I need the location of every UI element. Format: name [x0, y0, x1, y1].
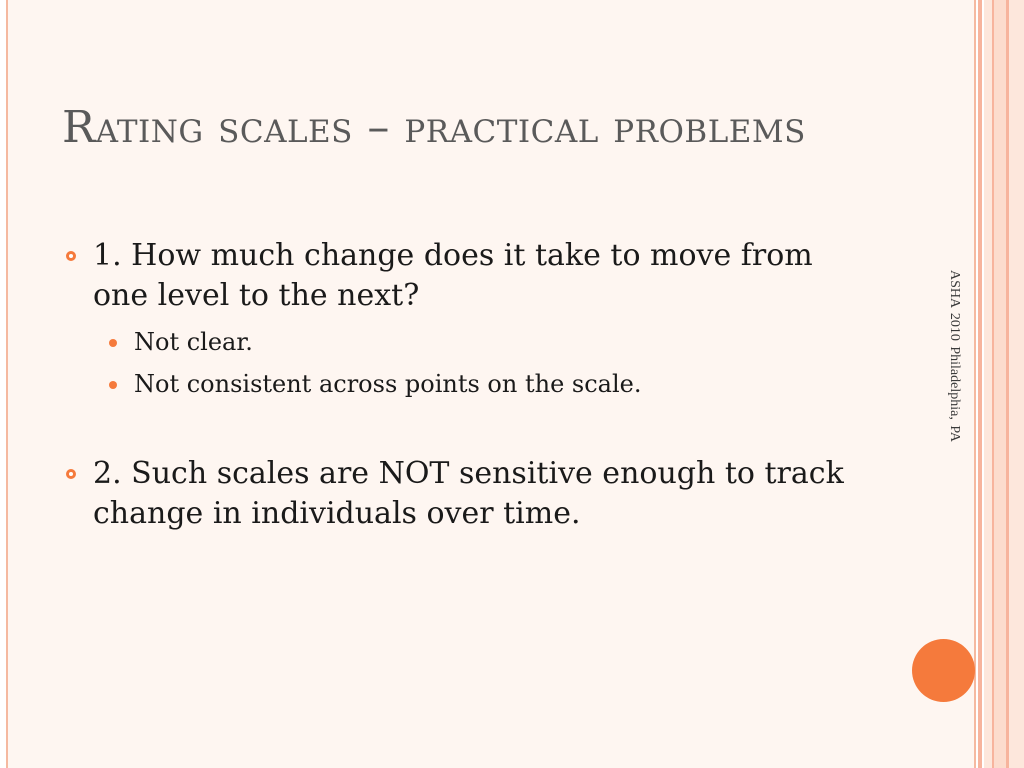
bullet-text: 2. Such scales are NOT sensitive enough to track change in individuals over time.	[93, 456, 844, 531]
border-stripe	[994, 0, 1006, 768]
sub-bullet-text: Not consistent across points on the scale.	[134, 370, 642, 398]
decorative-circle	[912, 639, 975, 702]
slide-title: Rating scales – practical problems	[62, 102, 806, 153]
border-stripe	[984, 0, 992, 768]
sub-bullet-list	[66, 326, 866, 400]
dot-bullet-icon	[109, 381, 117, 389]
ring-bullet-icon	[66, 251, 76, 261]
border-stripe	[1009, 0, 1024, 768]
bullet-item-2	[66, 454, 866, 534]
bullet-text: 1. How much change does it take to move from one level to the next?	[93, 238, 813, 313]
footer-side-label: ASHA 2010 Philadelphia, PA	[947, 270, 962, 442]
ring-bullet-icon	[66, 469, 76, 479]
bullet-list	[66, 236, 866, 534]
sub-bullet-item	[106, 326, 866, 358]
sub-bullet-text: Not clear.	[134, 328, 253, 356]
border-stripe	[978, 0, 982, 768]
sub-bullet-item	[106, 368, 866, 400]
bullet-item-1	[66, 236, 866, 316]
dot-bullet-icon	[109, 339, 117, 347]
